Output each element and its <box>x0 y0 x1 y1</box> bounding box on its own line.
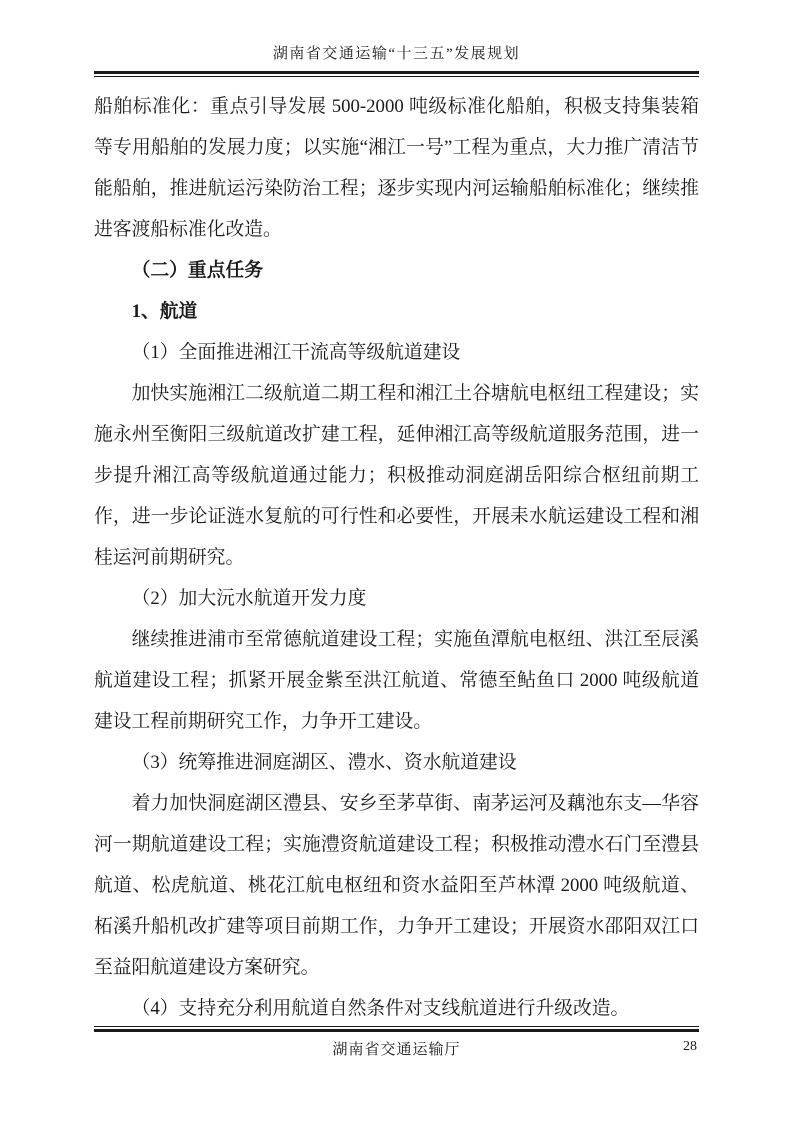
paragraph-yuanshui: 继续推进浦市至常德航道建设工程；实施鱼潭航电枢纽、洪江至辰溪航道建设工程；抓紧开展金紫至洪江航道、常德至鲇鱼口 2000 吨级航道建设工程前期研究工作，力争开工建设。 <box>94 629 699 732</box>
footer-row <box>94 1038 699 1059</box>
item-heading-3: （3）统筹推进洞庭湖区、澧水、资水航道建设 <box>131 752 517 773</box>
header-rule <box>94 71 699 77</box>
document-body <box>94 86 699 1029</box>
paragraph-xiangjiang: 加快实施湘江二级航道二期工程和湘江土谷塘航电枢纽工程建设；实施永州至衡阳三级航道改扩建工程，延伸湘江高等级航道服务范围，进一步提升湘江高等级航道通过能力；积极推动洞庭湖岳阳综合枢纽前期工作，进一步论证涟水复航的可行性和必要性，开展耒水航运建设工程和湘桂运河前期研究。 <box>94 383 699 568</box>
footer-office: 湖南省交通运输厅 <box>332 1042 461 1058</box>
page-number: 28 <box>683 1039 697 1054</box>
subsection-heading-waterways: 1、航道 <box>131 301 198 322</box>
item-heading-1: （1）全面推进湘江干流高等级航道建设 <box>131 342 461 363</box>
running-header <box>94 42 699 77</box>
header-title: 湖南省交通运输“十三五”发展规划 <box>272 46 521 62</box>
paragraph-dongting: 着力加快洞庭湖区澧县、安乡至茅草街、南茅运河及藕池东支—华容河一期航道建设工程；实施澧资航道建设工程；积极推动澧水石门至澧县航道、松虎航道、桃花江航电枢纽和资水益阳至芦林潭 2000 吨级航道、柘溪升船机改扩建等项目前期工作，力争开工建设；开展资水邵阳双江口至益阳航道建设方案研究。 <box>94 793 699 978</box>
section-heading-key-tasks: （二）重点任务 <box>131 260 264 281</box>
running-footer <box>94 1026 699 1059</box>
item-heading-4: （4）支持充分利用航道自然条件对支线航道进行升级改造。 <box>131 998 630 1019</box>
footer-rule <box>94 1026 699 1032</box>
item-heading-2: （2）加大沅水航道开发力度 <box>131 588 367 609</box>
paragraph-continuation: 船舶标准化：重点引导发展 500-2000 吨级标准化船舶，积极支持集装箱等专用船舶的发展力度；以实施“湘江一号”工程为重点，大力推广清洁节能船舶，推进航运污染防治工程；逐步实现内河运输船舶标准化；继续推进客渡船标准化改造。 <box>94 96 699 240</box>
